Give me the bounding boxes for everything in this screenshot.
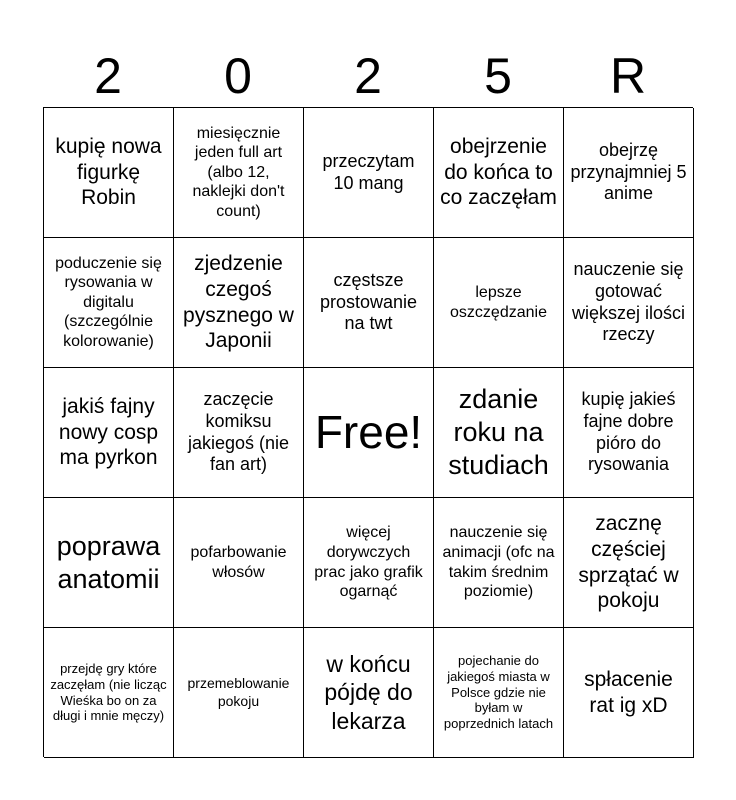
bingo-cell-r2c1[interactable]: [44, 238, 174, 368]
bingo-cell-r3c1[interactable]: [44, 368, 174, 498]
bingo-cell-r5c5[interactable]: [564, 628, 694, 758]
bingo-cell-r4c1[interactable]: [44, 498, 174, 628]
bingo-cell-r1c3[interactable]: [304, 108, 434, 238]
header-letter-3: 2: [354, 48, 382, 104]
bingo-cell-r4c3[interactable]: [304, 498, 434, 628]
bingo-grid: [43, 107, 693, 757]
cell-text: kupię nowa figurkę Robin: [55, 135, 162, 210]
header-letter-2: 0: [224, 48, 252, 104]
bingo-cell-r2c2[interactable]: [174, 238, 304, 368]
cell-text: zdanie roku na studiach: [448, 384, 549, 480]
bingo-cell-r3c4[interactable]: [434, 368, 564, 498]
cell-text: częstsze prostowanie na twt: [319, 269, 418, 334]
cell-text: w końcu pójdę do lekarza: [324, 651, 413, 734]
bingo-cell-r2c4[interactable]: [434, 238, 564, 368]
cell-text: kupię jakieś fajne dobre pióro do rysowania: [581, 388, 676, 475]
cell-text: pofarbowanie włosów: [190, 543, 287, 581]
bingo-cell-r4c4[interactable]: [434, 498, 564, 628]
cell-text: przemeblowanie pokoju: [187, 675, 290, 709]
cell-text: przeczytam 10 mang: [322, 150, 415, 193]
bingo-cell-r3c5[interactable]: [564, 368, 694, 498]
bingo-cell-r5c4[interactable]: [434, 628, 564, 758]
cell-text: pojechanie do jakiegoś miasta w Polsce gdzie nie byłam w poprzednich latach: [443, 652, 554, 732]
header-letter-4: 5: [484, 48, 512, 104]
free-space-text: Free!: [314, 406, 423, 459]
cell-text: lepsze oszczędzanie: [450, 283, 547, 321]
bingo-cell-r5c2[interactable]: [174, 628, 304, 758]
cell-text: jakiś fajny nowy cosp ma pyrkon: [58, 395, 159, 470]
header-letter-1: 2: [94, 48, 122, 104]
cell-text: obejrzenie do końca to co zaczęłam: [440, 135, 557, 210]
bingo-cell-r1c2[interactable]: [174, 108, 304, 238]
bingo-header: [43, 46, 693, 106]
cell-text: zacznę częściej sprzątać w pokoju: [578, 512, 679, 613]
bingo-cell-r5c1[interactable]: [44, 628, 174, 758]
bingo-cell-r4c5[interactable]: [564, 498, 694, 628]
bingo-cell-r1c4[interactable]: [434, 108, 564, 238]
cell-text: zaczęcie komiksu jakiegoś (nie fan art): [187, 388, 290, 475]
cell-text: przejdę gry które zaczęłam (nie licząc Wieśka bo on za długi i mnie męczy): [50, 660, 167, 724]
bingo-cell-r1c1[interactable]: [44, 108, 174, 238]
bingo-cell-r2c3[interactable]: [304, 238, 434, 368]
bingo-cell-r4c2[interactable]: [174, 498, 304, 628]
cell-text: poduczenie się rysowania w digitalu (szczególnie kolorowanie): [55, 254, 162, 350]
bingo-cell-r5c3[interactable]: [304, 628, 434, 758]
bingo-cell-r1c5[interactable]: [564, 108, 694, 238]
cell-text: poprawa anatomii: [56, 530, 161, 594]
cell-text: nauczenie się gotować większej ilości rzeczy: [571, 258, 686, 345]
cell-text: więcej dorywczych prac jako grafik ogarnąć: [314, 524, 423, 601]
cell-text: spłacenie rat ig xD: [584, 667, 673, 717]
cell-text: obejrzę przynajmniej 5 anime: [570, 139, 687, 204]
cell-text: nauczenie się animacji (ofc na takim średnim poziomie): [442, 524, 555, 601]
bingo-cell-r2c5[interactable]: [564, 238, 694, 368]
header-letter-5: R: [609, 48, 647, 104]
bingo-cell-r3c2[interactable]: [174, 368, 304, 498]
cell-text: miesięcznie jeden full art (albo 12, naklejki don't count): [192, 124, 285, 220]
cell-text: zjedzenie czegoś pysznego w Japonii: [183, 252, 294, 353]
bingo-cell-free[interactable]: [304, 368, 434, 498]
